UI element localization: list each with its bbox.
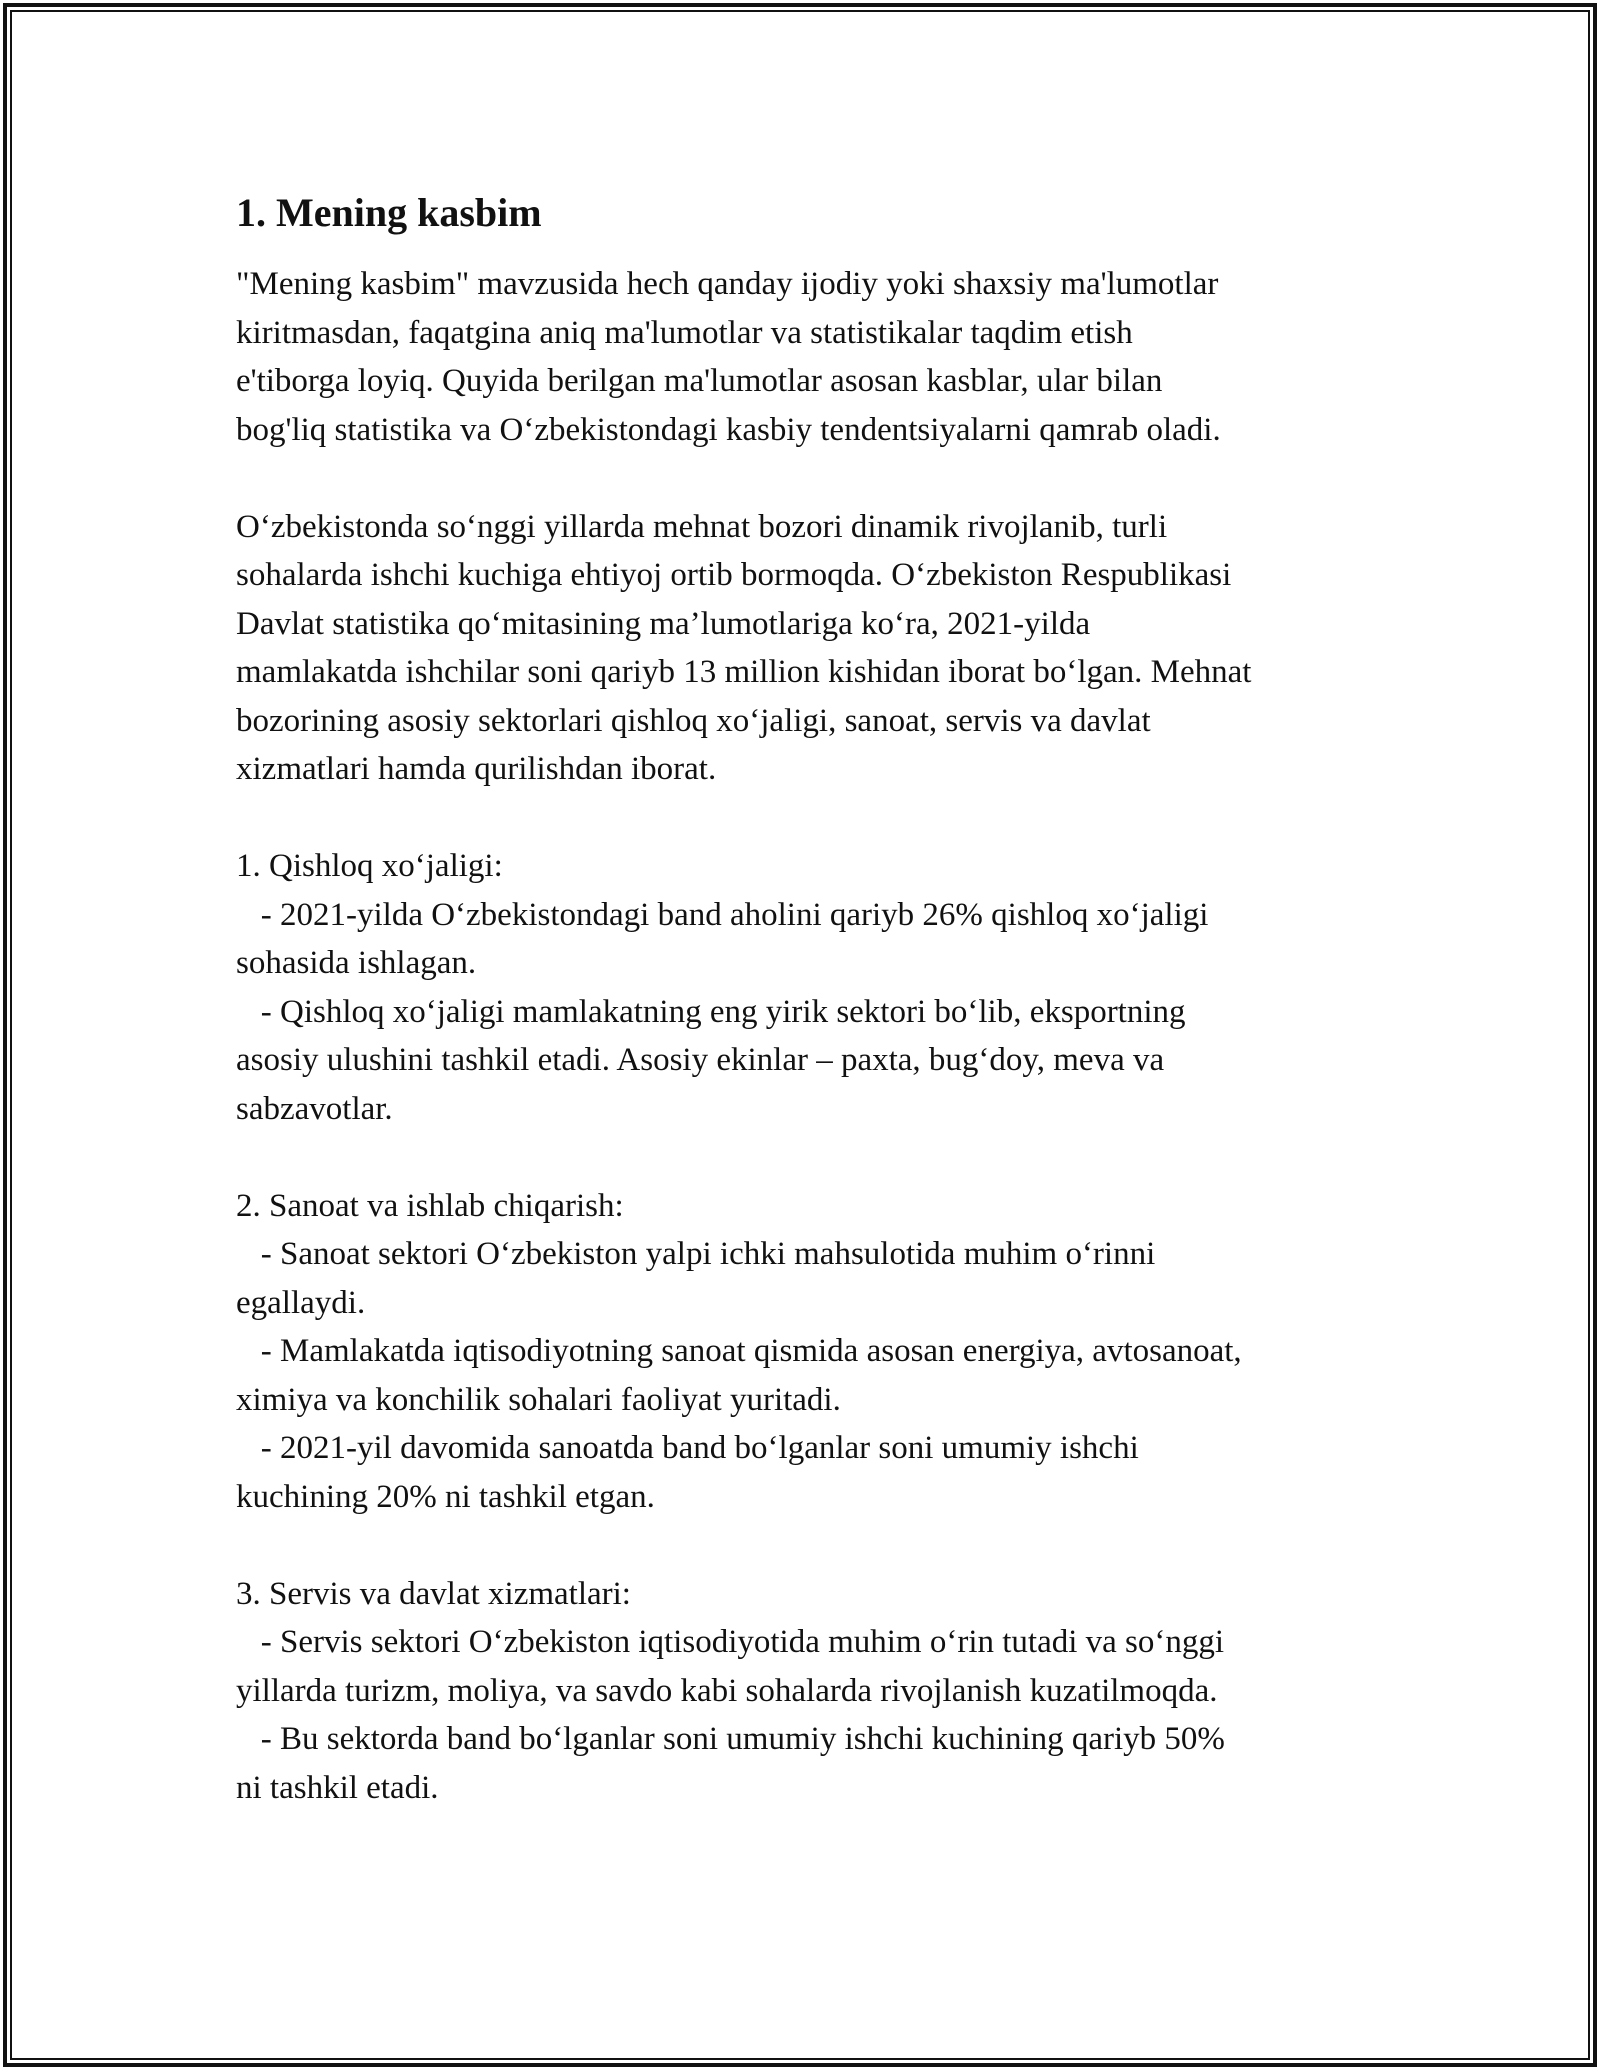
overview-paragraph — [236, 503, 1386, 794]
overview-line: Davlat statistika qo‘mitasining ma’lumotlariga ko‘ra, 2021-yilda — [236, 605, 1091, 642]
intro-paragraph — [236, 260, 1386, 454]
section-line: - Sanoat sektori O‘zbekiston yalpi ichki mahsulotida muhim o‘rinni — [236, 1236, 1156, 1272]
section-line: ni tashkil etadi. — [236, 1769, 439, 1806]
section-industry — [236, 1182, 1386, 1522]
section-services — [236, 1570, 1386, 1813]
section-line: - Servis sektori O‘zbekiston iqtisodiyotida muhim o‘rin tutadi va so‘nggi — [236, 1624, 1225, 1660]
section-line: - Qishloq xo‘jaligi mamlakatning eng yirik sektori bo‘lib, eksportning — [236, 993, 1186, 1030]
section-line: - Bu sektorda band bo‘lganlar soni umumiy ishchi kuchining qariyb 50% — [236, 1721, 1225, 1757]
overview-line: mamlakatda ishchilar soni qariyb 13 million kishidan iborat bo‘lgan. Mehnat — [236, 654, 1252, 690]
overview-line: sohalarda ishchi kuchiga ehtiyoj ortib bormoqda. O‘zbekiston Respublikasi — [236, 557, 1232, 593]
section-line: kuchining 20% ni tashkil etgan. — [236, 1478, 655, 1515]
page-title: 1. Mening kasbim — [236, 190, 542, 235]
section-line: - 2021-yil davomida sanoatda band bo‘lganlar soni umumiy ishchi — [236, 1430, 1139, 1466]
section-line: egallaydi. — [236, 1284, 366, 1321]
overview-line: xizmatlari hamda qurilishdan iborat. — [236, 751, 717, 787]
overview-line: O‘zbekistonda so‘nggi yillarda mehnat bozori dinamik rivojlanib, turli — [236, 508, 1168, 545]
intro-line: kiritmasdan, faqatgina aniq ma'lumotlar va statistikalar taqdim etish — [236, 314, 1133, 351]
document-body — [236, 186, 1386, 1861]
intro-line: e'tiborga loyiq. Quyida berilgan ma'lumotlar asosan kasblar, ular bilan — [236, 363, 1163, 399]
section-line: sabzavotlar. — [236, 1090, 393, 1127]
section-title: 3. Servis va davlat xizmatlari: — [236, 1575, 631, 1612]
overview-line: bozorining asosiy sektorlari qishloq xo‘jaligi, sanoat, servis va davlat — [236, 702, 1151, 739]
section-line: ximiya va konchilik sohalari faoliyat yuritadi. — [236, 1381, 841, 1418]
section-agriculture — [236, 842, 1386, 1133]
intro-line: "Mening kasbim" mavzusida hech qanday ijodiy yoki shaxsiy ma'lumotlar — [236, 266, 1219, 302]
section-line: asosiy ulushini tashkil etadi. Asosiy ekinlar – paxta, bug‘doy, meva va — [236, 1042, 1165, 1078]
intro-line: bog'liq statistika va O‘zbekistondagi kasbiy tendentsiyalarni qamrab oladi. — [236, 411, 1221, 448]
section-line: sohasida ishlagan. — [236, 945, 477, 981]
section-title: 2. Sanoat va ishlab chiqarish: — [236, 1187, 624, 1224]
section-title: 1. Qishloq xo‘jaligi: — [236, 848, 503, 884]
section-line: - 2021-yilda O‘zbekistondagi band aholini qariyb 26% qishloq xo‘jaligi — [236, 896, 1209, 933]
section-line: - Mamlakatda iqtisodiyotning sanoat qismida asosan energiya, avtosanoat, — [236, 1333, 1242, 1369]
section-line: yillarda turizm, moliya, va savdo kabi sohalarda rivojlanish kuzatilmoqda. — [236, 1672, 1218, 1709]
